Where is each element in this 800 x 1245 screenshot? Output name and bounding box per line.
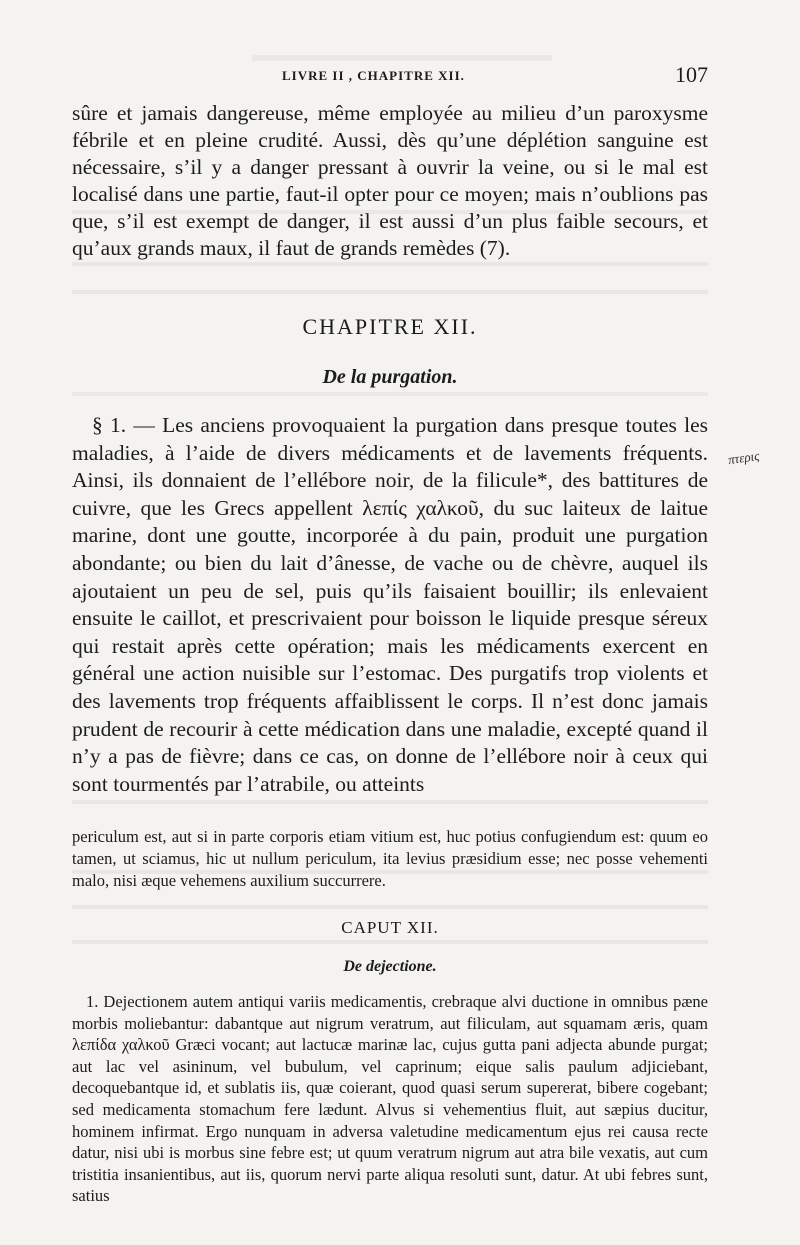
caput-subtitle: De dejectione. (343, 958, 437, 975)
chapter-title: CHAPITRE XII. (302, 314, 478, 339)
french-continuation-text (72, 100, 708, 262)
running-head: LIVRE II , CHAPITRE XII. (282, 68, 465, 83)
chapter-subtitle: De la purgation. (322, 366, 458, 388)
handwritten-margin-note: πτερις (727, 447, 761, 468)
latin-continuation-text: periculum est, aut si in parte corporis etiam vitium est, huc potius confugiendum est: quum eo tamen, ut sciamus, hic ut nullum periculum, ita levius præsidium esse; nec posse vehementi malo, nisi æque vehemens auxilium succurrere. (72, 827, 708, 890)
caput-title: CAPUT XII. (341, 918, 439, 937)
french-section-1: § 1. — Les anciens provoquaient la purgation dans presque toutes les maladies, à l’aide de divers médicaments et de lavements fréquents. Ainsi, ils donnaient de l’ellébore noir, de la filicule*, des battitures de cuivre, que les Grecs appellent λεπίς χαλκοῦ, du suc laiteux de laitue marine, dont une goutte, incorporée à du pain, produit une purgation abondante; ou bien du lait d’ânesse, de vache ou de chèvre, auquel ils ajoutaient un peu de sel, puis qu’ils faisaient bouillir; ils enlevaient ensuite le caillot, et prescrivaient pour boisson le liquide presque séreux qui restait après cette opération; mais les médicaments exercent en général une action nuisible sur l’estomac. Des purgatifs trop violents et des lavements trop fréquents affaiblissent le corps. Il n’est donc jamais prudent de recourir à cette médication dans une maladie, excepté quand il n’y a pas de fièvre; dans ce cas, on donne de l’ellébore noir à ceux qui sont tourmentés par l’atrabile, ou atteints (72, 413, 708, 796)
page-header (72, 62, 708, 90)
latin-section-1: 1. Dejectionem autem antiqui variis medicamentis, crebraque alvi ductione in omnibus pæne morbis moliebantur: dabantque aut nigrum veratrum, aut filiculam, aut squamam æris, quam λεπίδα χαλκοῦ Græci vocant; aut lactucæ marinæ lac, cujus gutta pani adjecta abunde purgat; aut lac vel asininum, vel bubulum, vel caprinum; eique salis paulum adjiciebant, decoquebantque id, et sublatis iis, quæ coierant, quod quasi serum supererat, bibere cogebant; sed medicamenta stomachum fere lædunt. Alvus si vehementius fluit, aut sæpius ducitur, hominem infirmat. Ergo nunquam in adversa valetudine medicamentum ejus rei causa recte datur, nisi ubi is morbus sine febre est; ut quum veratrum nigrum aut atra bile vexatis, aut cum tristitia insanientibus, aut iis, quorum nervi parte aliqua resoluti sunt, datur. At ubi febres sunt, satius (72, 992, 708, 1206)
french-continuation-paragraph: sûre et jamais dangereuse, même employée au milieu d’un paroxysme fébrile et en pleine crudité. Aussi, dès qu’une déplétion sanguine est nécessaire, s’il y a danger pressant à ouvrir la veine, ou si le mal est localisé dans une partie, faut-il opter pour ce moyen; mais n’oublions pas que, s’il est exempt de danger, il est aussi d’un plus faible secours, et qu’aux grands maux, il faut de grands remèdes (7). (72, 101, 708, 260)
page-number: 107 (675, 62, 708, 87)
